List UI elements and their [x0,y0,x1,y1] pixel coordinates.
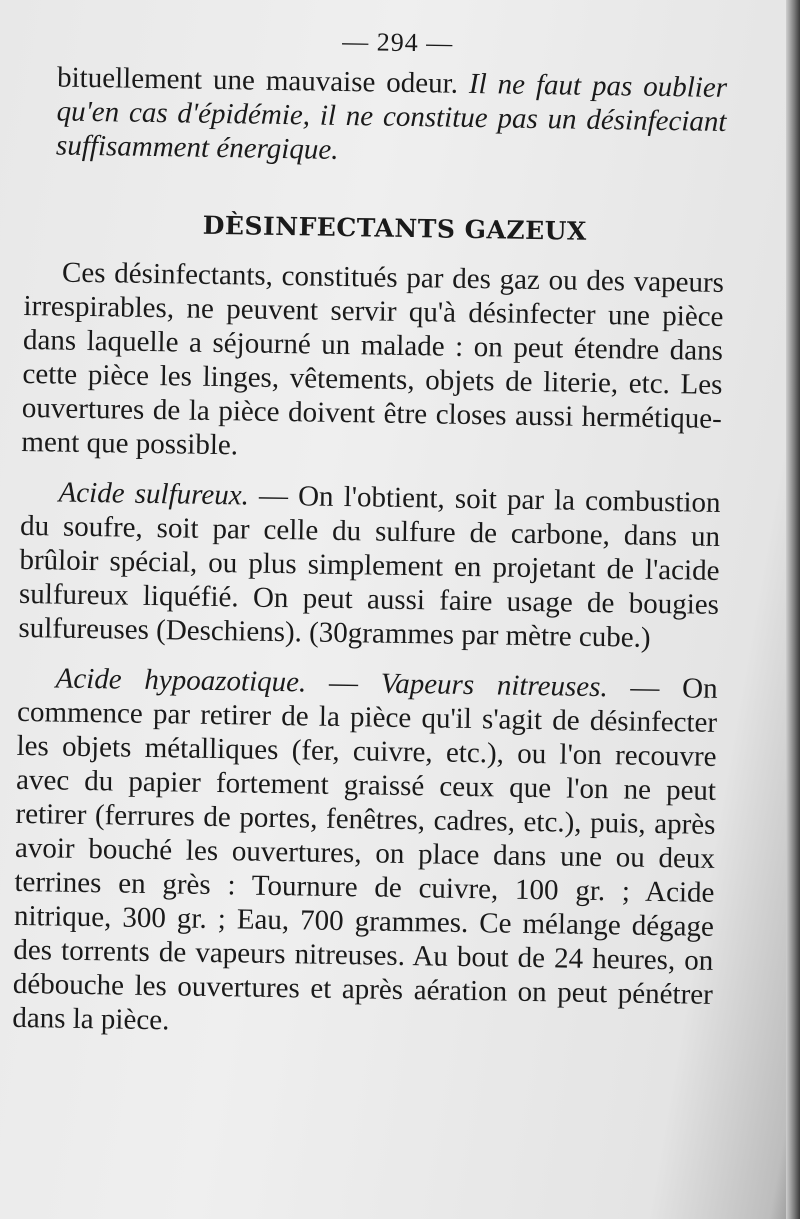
acide-hypoazotique-text: — On commence par retirer de la pièce qu'il s'agit de désinfecter les objets métalliques (fer, cuivre, etc.), ou l'on recouvre avec du papier fortement graissé ceux que l'on ne peut retirer (ferrures de portes, fenêtres, cadres, etc.), puis, après avoir bouché les ouvertures, on place dans une ou deux terrines en grès : Tournure de cuivre, 100 gr. ; Acide nitrique, 300 gr. ; Eau, 700 grammes. Ce mélange dégage des torrents de vapeurs nitreuses. Au bout de 24 heures, on débouche les ouvertures et après aération on peut pénétrer dans la pièce. [12,671,718,1037]
intro-paragraph: Ces désinfectants, constitués par des gaz ou des vapeurs irrespirables, ne peuvent servir qu'à désinfecter une pièce dans laquelle a séjourné un malade : on peut étendre dans cette pièce les linges, vêtements, objets de literie, etc. Les ouvertures de la pièce doivent être closes aussi hermétiquement que possible. [21,256,725,462]
continued-text: bituellement une mauvaise odeur. [56,61,470,100]
acide-hypoazotique-paragraph [12,661,718,1046]
acide-hypoazotique-dash: — [306,666,381,700]
continued-paragraph [26,60,728,173]
section-heading: DÈSINFECTANTS GAZEUX [202,210,588,246]
acide-hypoazotique-subtitle: Vapeurs nitreuses. [380,667,608,704]
acide-sulfureux-text: — On l'obtient, soit par la combustion du soufre, soit par celle du sulfure de carbone, dans un brûloir spécial, ou plus simplement en projetant de l'acide sulfureux liquéfié. On peut aussi faire usage de bougies sulfureuses (Deschiens). (30grammes par mètre cube.) [18,479,721,654]
page-edge [786,0,800,1219]
acide-sulfureux-title: Acide sulfureux. [58,476,250,512]
page-number: — 294 — [342,26,454,58]
continued-italic-text: Il ne faut pas oublier qu'en cas d'épidémie, il ne constitue pas un désinfeciant suffisamment énergique. [55,67,728,166]
acide-sulfureux-paragraph [18,475,721,656]
acide-hypoazotique-title: Acide hypoazotique. [55,662,307,699]
page-content [12,22,728,1046]
